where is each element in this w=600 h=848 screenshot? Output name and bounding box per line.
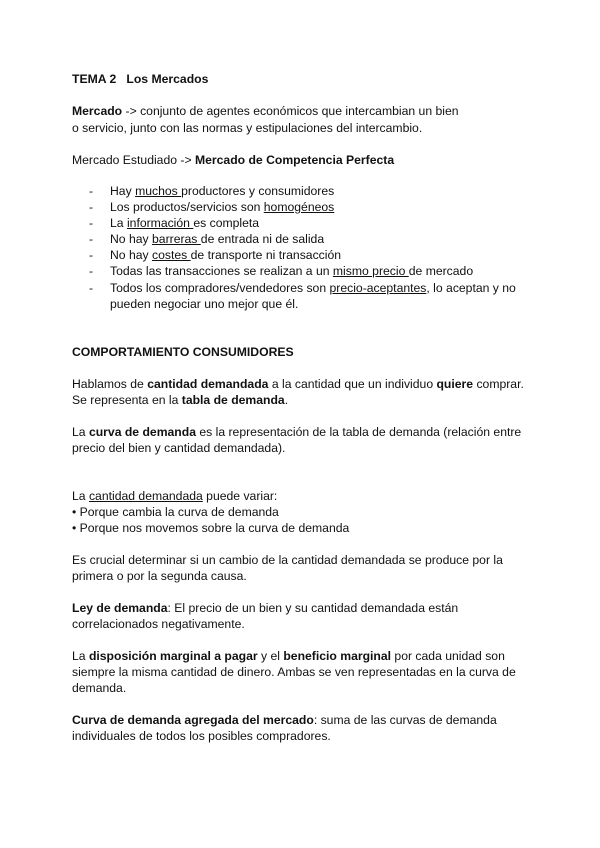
paragraph-curva-demanda: La curva de demanda es la representación de la tabla de demanda (relación entre (72, 425, 522, 439)
list-item: Los productos/servicios son homogéneos (110, 200, 335, 214)
list-item: Hay muchos productores y consumidores (110, 184, 335, 198)
mercado-definition-line1 (72, 103, 459, 119)
paragraph-ley-demanda-line2: correlacionados negativamente. (72, 617, 245, 631)
list-dash: - (89, 264, 94, 278)
paragraph-ley-demanda: Ley de demanda: El precio de un bien y su cantidad demandada están (72, 601, 459, 615)
paragraph-crucial: Es crucial determinar si un cambio de la cantidad demandada se produce por la (72, 553, 503, 567)
mercado-definition-text: -> conjunto de agentes económicos que intercambian un bien (122, 104, 459, 118)
paragraph-crucial-line2: primera o por la segunda causa. (72, 569, 247, 583)
paragraph-curva-agregada-line2: individuales de todos los posibles compradores. (72, 729, 331, 743)
paragraph-disposicion-line3: demanda. (72, 681, 127, 695)
tema-name: Los Mercados (126, 72, 209, 86)
paragraph-disposicion: La disposición marginal a pagar y el beneficio marginal por cada unidad son (72, 649, 505, 663)
page-title (72, 71, 208, 87)
paragraph-cantidad-demandada: Hablamos de cantidad demandada a la cantidad que un individuo quiere comprar. (72, 377, 524, 391)
list-item: No hay costes de transporte ni transacción (110, 248, 342, 262)
paragraph-curva-agregada: Curva de demanda agregada del mercado: suma de las curvas de demanda (72, 713, 497, 727)
list-item: La información es completa (110, 216, 260, 230)
list-item: No hay barreras de entrada ni de salida (110, 232, 325, 246)
paragraph-disposicion-line2: siempre la misma cantidad de dinero. Ambas se ven representadas en la curva de (72, 665, 516, 679)
bullet-item: • Porque nos movemos sobre la curva de demanda (72, 521, 350, 535)
paragraph-curva-demanda-line2: precio del bien y cantidad demandada). (72, 441, 286, 455)
section-heading: COMPORTAMIENTO CONSUMIDORES (72, 345, 294, 359)
list-dash: - (89, 184, 94, 198)
mercado-term: Mercado (72, 104, 123, 118)
paragraph-variacion: La cantidad demandada puede variar: (72, 489, 278, 503)
list-dash: - (89, 200, 94, 214)
list-dash: - (89, 248, 94, 262)
list-item: Todos los compradores/vendedores son precio-aceptantes, lo aceptan y no (110, 281, 516, 295)
list-item-continuation: pueden negociar uno mejor que él. (110, 297, 299, 311)
list-dash: - (89, 216, 94, 230)
mercado-estudiado (72, 152, 394, 168)
list-item: Todas las transacciones se realizan a un mismo precio de mercado (110, 264, 474, 278)
mercado-definition-line2: o servicio, junto con las normas y estipulaciones del intercambio. (72, 121, 423, 135)
bullet-item: • Porque cambia la curva de demanda (72, 505, 279, 519)
estudiado-value: Mercado de Competencia Perfecta (194, 153, 395, 167)
paragraph-cantidad-demandada-line2: Se representa en la tabla de demanda. (72, 393, 289, 407)
list-dash: - (89, 281, 94, 295)
estudiado-label: Mercado Estudiado -> (72, 153, 195, 167)
list-dash: - (89, 232, 94, 246)
tema-number: TEMA 2 (72, 72, 117, 86)
